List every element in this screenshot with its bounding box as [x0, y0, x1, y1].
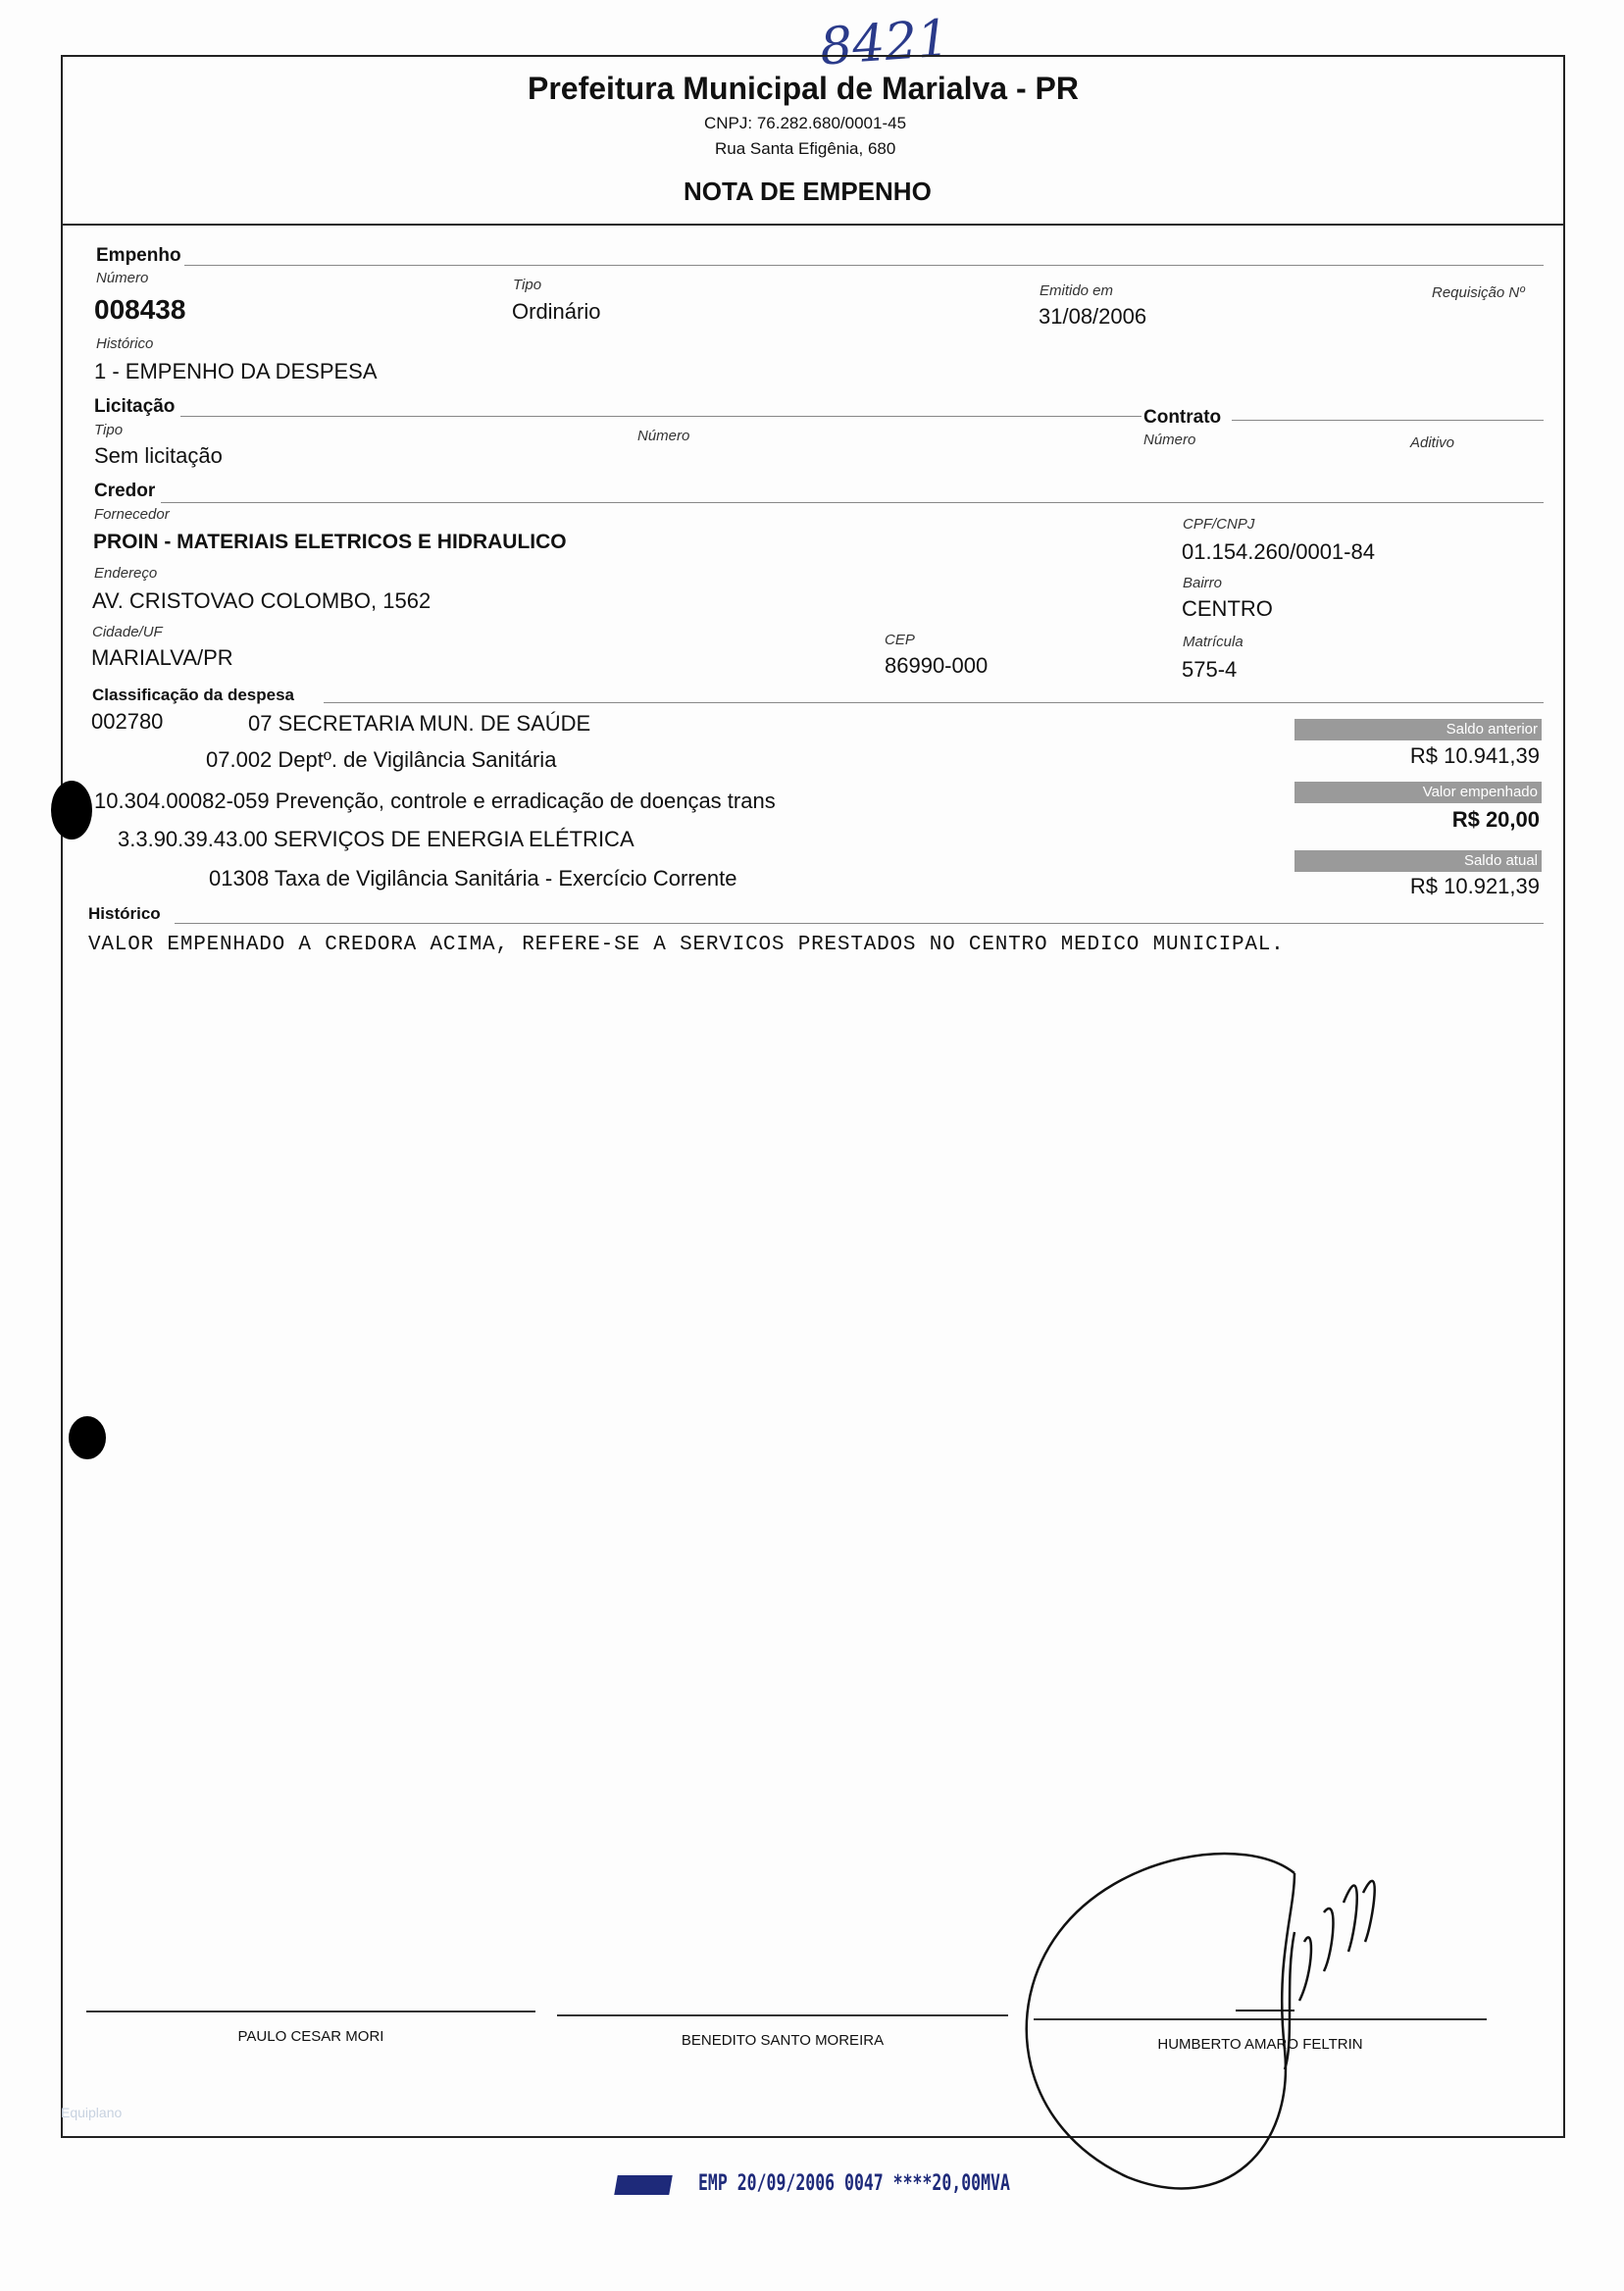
fornecedor-label: Fornecedor	[94, 506, 170, 523]
stamp-mark	[614, 2175, 673, 2195]
empenho-numero-label: Número	[96, 270, 149, 286]
signature-line-2	[557, 2014, 1008, 2016]
empenho-rule	[184, 265, 1544, 266]
classificacao-line1: 07 SECRETARIA MUN. DE SAÚDE	[248, 711, 591, 736]
emitido-date: 31/08/2006	[1039, 304, 1147, 329]
licitacao-rule	[180, 416, 1142, 417]
signature-line-1	[86, 2011, 535, 2012]
licitacao-numero-label: Número	[637, 428, 690, 444]
empenho-tipo-label: Tipo	[513, 277, 542, 293]
bairro-value: CENTRO	[1182, 596, 1273, 621]
matricula-value: 575-4	[1182, 657, 1238, 682]
historico-rule	[175, 923, 1544, 924]
empenho-historico-label: Histórico	[96, 335, 154, 352]
section-credor: Credor	[94, 481, 156, 501]
contrato-aditivo-label: Aditivo	[1410, 434, 1455, 451]
bairro-label: Bairro	[1183, 575, 1223, 591]
matricula-label: Matrícula	[1183, 634, 1243, 650]
document-title: NOTA DE EMPENHO	[684, 177, 932, 206]
empenho-tipo: Ordinário	[512, 299, 601, 324]
saldo-atual-value: R$ 10.921,39	[1409, 874, 1540, 898]
contrato-numero-label: Número	[1143, 432, 1196, 448]
contrato-rule	[1232, 420, 1544, 421]
licitacao-tipo-label: Tipo	[94, 422, 124, 438]
fornecedor-name: PROIN - MATERIAIS ELETRICOS E HIDRAULICO	[93, 531, 567, 553]
saldo-anterior-value: R$ 10.941,39	[1409, 743, 1540, 768]
cep-label: CEP	[885, 632, 915, 648]
cpf-label: CPF/CNPJ	[1183, 516, 1255, 533]
software-watermark: Equiplano	[61, 2105, 123, 2120]
payment-stamp: EMP 20/09/2006 0047 ****20,00MVA	[698, 2171, 1010, 2196]
classificacao-line2: 07.002 Deptº. de Vigilância Sanitária	[206, 747, 557, 772]
endereco-value: AV. CRISTOVAO COLOMBO, 1562	[92, 588, 431, 613]
historico-text: VALOR EMPENHADO A CREDORA ACIMA, REFERE-SE A SERVICOS PRESTADOS NO CENTRO MEDICO MUNICIPAL.	[88, 934, 1285, 956]
classificacao-line4: 3.3.90.39.43.00 SERVIÇOS DE ENERGIA ELÉTRICA	[118, 827, 634, 851]
valor-empenhado-label: Valor empenhado	[1294, 782, 1542, 803]
classificacao-line5: 01308 Taxa de Vigilância Sanitária - Exercício Corrente	[209, 866, 737, 891]
valor-empenhado-value: R$ 20,00	[1451, 807, 1540, 832]
section-licitacao: Licitação	[94, 396, 176, 417]
municipality-title: Prefeitura Municipal de Marialva - PR	[528, 71, 1079, 106]
section-historico: Histórico	[88, 904, 161, 923]
cidade-label: Cidade/UF	[92, 624, 163, 640]
section-empenho: Empenho	[96, 245, 181, 266]
empenho-historico: 1 - EMPENHO DA DESPESA	[94, 359, 378, 383]
saldo-anterior-label: Saldo anterior	[1294, 719, 1542, 740]
header-divider	[61, 224, 1563, 226]
classificacao-line3: 10.304.00082-059 Prevenção, controle e erradicação de doenças trans	[94, 789, 776, 813]
binder-hole-top	[51, 781, 92, 840]
saldo-atual-label: Saldo atual	[1294, 850, 1542, 872]
binder-hole-bottom	[69, 1416, 106, 1459]
handwritten-signature	[1000, 1814, 1412, 2207]
signatory-2: BENEDITO SANTO MOREIRA	[681, 2032, 885, 2049]
handwritten-page-number: 8421	[818, 9, 952, 77]
cnpj-line: CNPJ: 76.282.680/0001-45	[704, 114, 907, 132]
classificacao-code: 002780	[91, 709, 164, 734]
section-classificacao: Classificação da despesa	[92, 686, 295, 704]
signatory-3: HUMBERTO AMARO FELTRIN	[1157, 2036, 1363, 2053]
cidade-value: MARIALVA/PR	[91, 645, 233, 670]
emitido-label: Emitido em	[1040, 282, 1114, 299]
signatory-1: PAULO CESAR MORI	[237, 2028, 384, 2045]
classificacao-rule	[324, 702, 1544, 703]
cpf-value: 01.154.260/0001-84	[1182, 539, 1375, 564]
cep-value: 86990-000	[885, 653, 989, 678]
empenho-numero: 008438	[94, 294, 186, 325]
section-contrato: Contrato	[1143, 407, 1222, 428]
credor-rule	[161, 502, 1544, 503]
address-line: Rua Santa Efigênia, 680	[715, 139, 896, 158]
licitacao-tipo: Sem licitação	[94, 443, 223, 468]
endereco-label: Endereço	[94, 565, 158, 582]
requisicao-label: Requisição Nº	[1432, 284, 1525, 301]
